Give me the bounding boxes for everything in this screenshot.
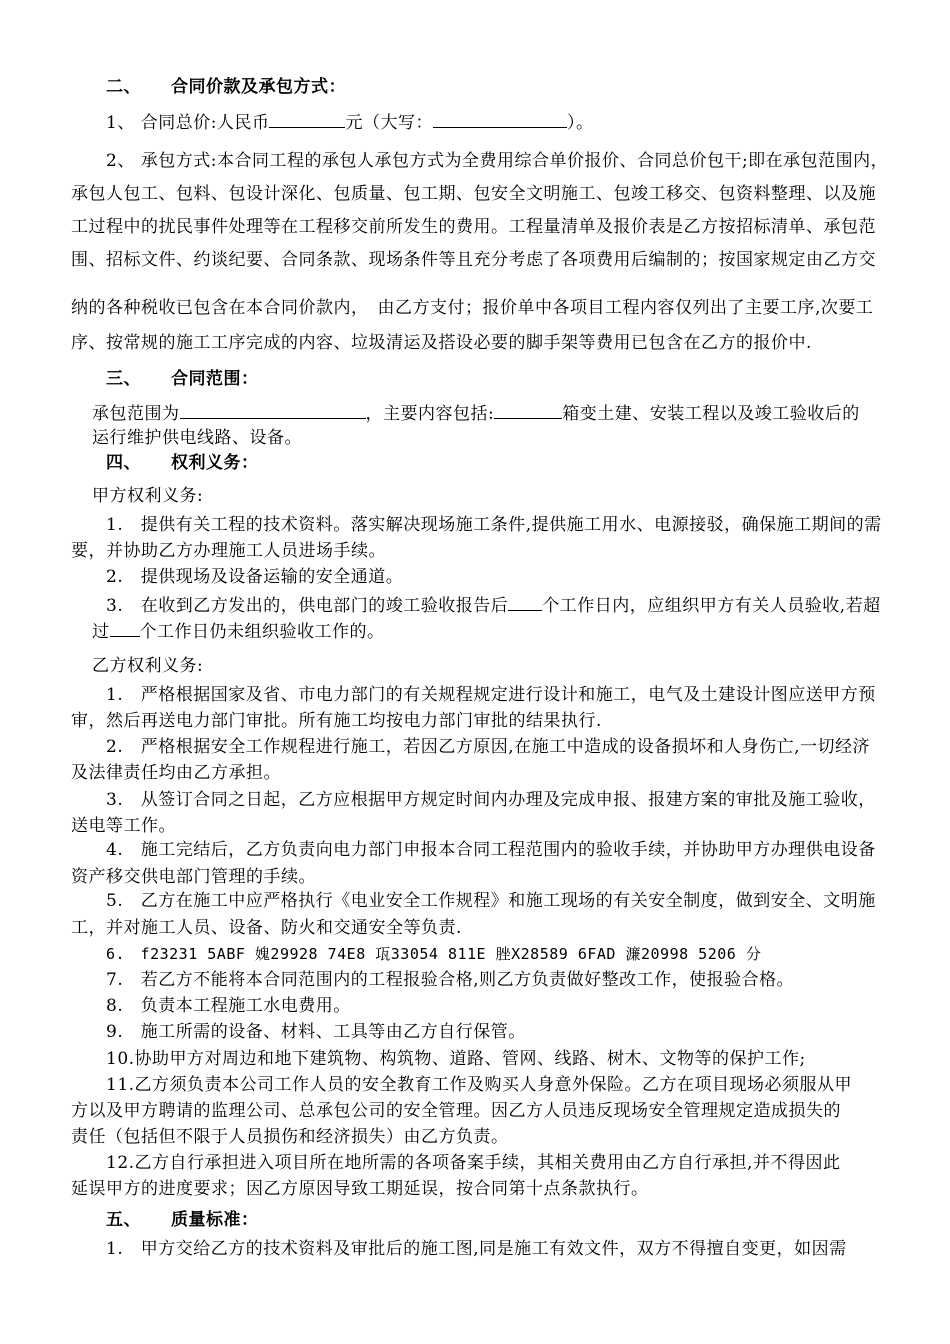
- party-a-item-3-d: 个工作日仍未组织验收工作的。: [139, 622, 385, 642]
- section-5-number: 五、: [106, 1210, 141, 1230]
- party-b-line: 资产移交供电部门管理的手续。: [71, 867, 316, 887]
- days-blank-2: [110, 620, 140, 637]
- party-b-line: 责任（包括但不限于人员损伤和经济损失）由乙方负责。: [71, 1127, 509, 1147]
- party-b-line: 11.乙方须负责本公司工作人员的安全教育工作及购买人身意外保险。乙方在项目现场必须服从甲: [106, 1075, 853, 1095]
- scope-line-1: [92, 402, 860, 425]
- party-a-item-1-cont: 要，并协助乙方办理施工人员进场手续。: [71, 541, 386, 561]
- party-b-line: 2. 严格根据安全工作规程进行施工，若因乙方原因,在施工中造成的设备损坏和人身伤亡,一切经济: [106, 737, 871, 757]
- party-a-item-1: 1. 提供有关工程的技术资料。落实解决现场施工条件,提供施工用水、电源接驳，确保施工期间的需: [106, 515, 882, 535]
- scope-content-blank: [494, 402, 562, 419]
- party-b-line: 4. 施工完结后，乙方负责向电力部门申报本合同工程范围内的验收手续，并协助甲方办理供电设备: [106, 840, 876, 860]
- section-3-title: 合同范围：: [171, 369, 259, 389]
- quality-item-1: 1. 甲方交给乙方的技术资料及审批后的施工图,同是施工有效文件，双方不得擅自变更，如因需: [106, 1239, 847, 1259]
- party-a-item-3-c: 过: [92, 622, 110, 642]
- section-2-number: 二、: [106, 77, 141, 97]
- contract-mode-line-4: 围、招标文件、约谈纪要、合同条款、现场条件等且充分考虑了各项费用后编制的；按国家规定由乙方交: [71, 250, 876, 270]
- price-capital-blank: [433, 111, 567, 128]
- party-b-line: 5. 乙方在施工中应严格执行《电业安全工作规程》和施工现场的有关安全制度，做到安全、文明施: [106, 891, 876, 911]
- party-b-line: 送电等工作。: [71, 816, 176, 836]
- section-4-title: 权利义务：: [171, 453, 259, 473]
- party-a-item-2: 2. 提供现场及设备运输的安全通道。: [106, 567, 404, 587]
- section-2-heading: [106, 76, 346, 98]
- section-5-title: 质量标准：: [171, 1210, 259, 1230]
- days-blank-1: [508, 594, 542, 611]
- price-total-label: 1、 合同总价:人民币: [106, 113, 270, 133]
- party-b-line: 及法律责任均由乙方承担。: [71, 763, 281, 783]
- party-b-line: 6. f23231 5ABF 媿29928 74E8 瓨33054 811E 脞X28589 6FAD 濂20998 5206 分: [106, 945, 762, 963]
- party-b-title: 乙方权利义务:: [92, 656, 204, 676]
- party-b-line: 审，然后再送电力部门审批。所有施工均按电力部门审批的结果执行.: [71, 711, 602, 731]
- party-a-item-3: [106, 594, 881, 617]
- section-3-heading: [106, 368, 259, 390]
- section-4-number: 四、: [106, 453, 141, 473]
- party-a-item-3-cont: [92, 620, 385, 643]
- party-b-line: 方以及甲方聘请的监理公司、总承包公司的安全管理。因乙方人员违反现场安全管理规定造成损失的: [71, 1101, 841, 1121]
- contract-mode-line-2: 承包人包工、包料、包设计深化、包质量、包工期、包安全文明施工、包竣工移交、包资料整理、以及施: [71, 184, 876, 204]
- section-5-heading: [106, 1209, 259, 1231]
- price-close-label: ）。: [566, 113, 594, 133]
- party-b-line: 7. 若乙方不能将本合同范围内的工程报验合格,则乙方负责做好整改工作，使报验合格。: [106, 970, 795, 990]
- party-b-line: 3. 从签订合同之日起，乙方应根据甲方规定时间内办理及完成申报、报建方案的审批及施工验收，: [106, 790, 876, 810]
- scope-blank: [180, 402, 366, 419]
- scope-content-label: ，主要内容包括:: [365, 404, 495, 424]
- contract-mode-line-1: 2、 承包方式:本合同工程的承包人承包方式为全费用综合单价报价、合同总价包干;即在承包范围内，: [106, 151, 889, 171]
- section-2-title: 合同价款及承包方式：: [171, 77, 346, 97]
- party-b-line: 1. 严格根据国家及省、市电力部门的有关规程规定进行设计和施工，电气及土建设计图应送甲方预: [106, 685, 876, 705]
- party-b-line: 工，并对施工人员、设备、防火和交通安全等负责.: [71, 918, 462, 938]
- party-b-line: 延误甲方的进度要求；因乙方原因导致工期延误，按合同第十点条款执行。: [71, 1179, 649, 1199]
- price-amount-blank: [269, 111, 345, 128]
- price-total-line: [106, 111, 593, 134]
- party-b-line: 12.乙方自行承担进入项目所在地所需的各项备案手续，其相关费用由乙方自行承担,并不得因此: [106, 1153, 841, 1173]
- section-3-number: 三、: [106, 369, 141, 389]
- contract-mode-line-6: 序、按常规的施工工序完成的内容、垃圾清运及搭设必要的脚手架等费用已包含在乙方的报价中.: [71, 333, 812, 353]
- scope-label: 承包范围为: [92, 404, 180, 424]
- party-a-title: 甲方权利义务:: [92, 486, 204, 506]
- section-4-heading: [106, 452, 259, 474]
- party-b-line: 8. 负责本工程施工水电费用。: [106, 996, 351, 1016]
- party-b-line: 9. 施工所需的设备、材料、工具等由乙方自行保管。: [106, 1022, 526, 1042]
- price-unit-label: 元（大写：: [345, 113, 433, 133]
- contract-mode-line-5: 纳的各种税收已包含在本合同价款内， 由乙方支付；报价单中各项目工程内容仅列出了主要工序,次要工: [71, 298, 874, 318]
- party-b-line: 10.协助甲方对周边和地下建筑物、构筑物、道路、管网、线路、树木、文物等的保护工作;: [106, 1049, 806, 1069]
- party-a-item-3-b: 个工作日内，应组织甲方有关人员验收,若超: [542, 596, 881, 616]
- party-a-item-3-a: 3. 在收到乙方发出的，供电部门的竣工验收报告后: [106, 596, 509, 616]
- scope-content-text: 箱变土建、安装工程以及竣工验收后的: [562, 404, 860, 424]
- contract-mode-line-3: 工过程中的扰民事件处理等在工程移交前所发生的费用。工程量清单及报价表是乙方按招标清单、承包范: [71, 217, 876, 237]
- scope-line-2: 运行维护供电线路、设备。: [92, 428, 302, 448]
